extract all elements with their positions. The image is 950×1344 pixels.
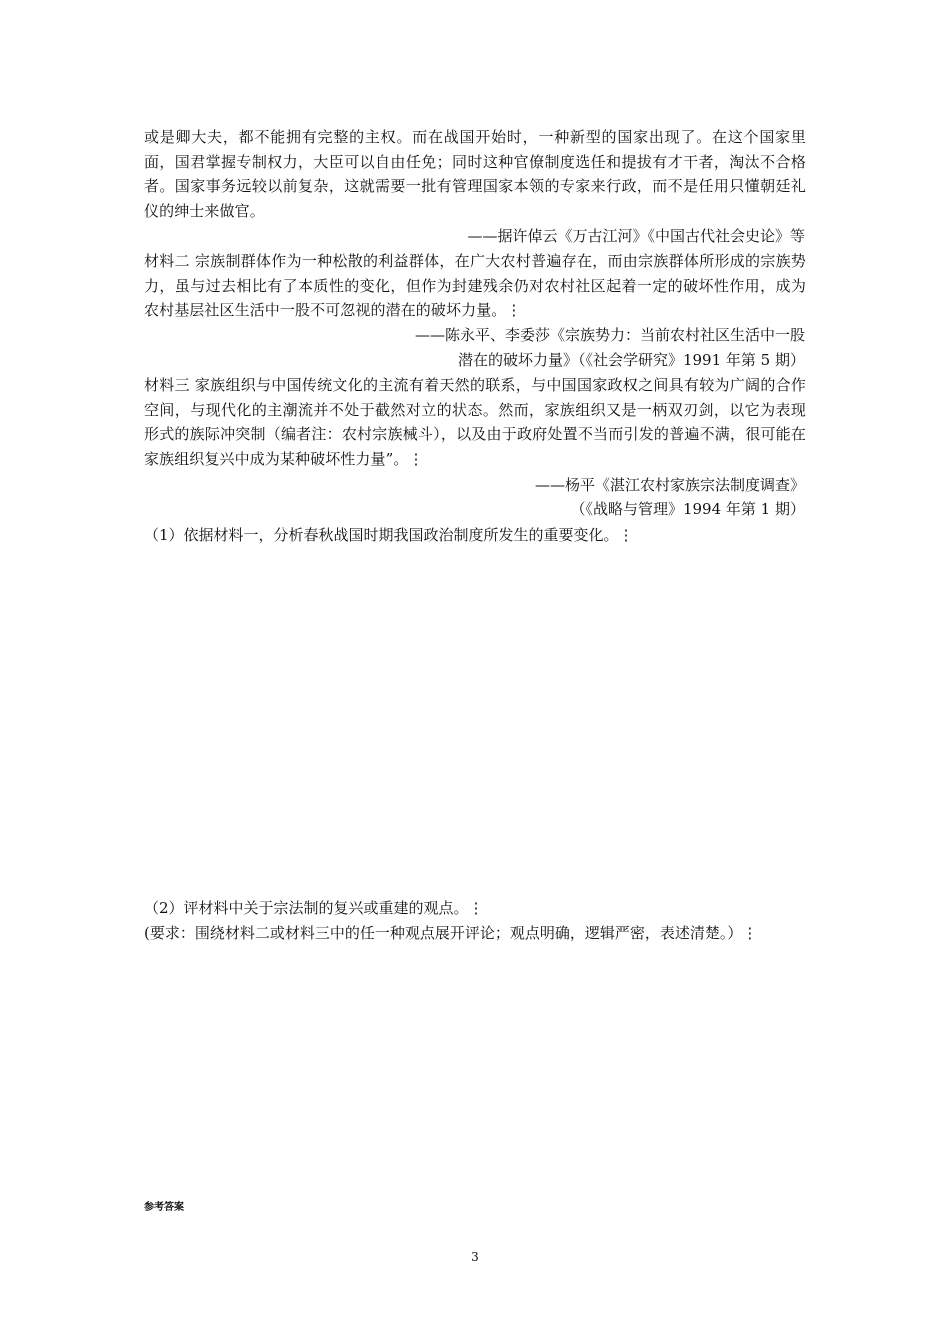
material-two-paragraph: 材料二 宗族制群体作为一种松散的利益群体，在广大农村普遍存在，而由宗族群体所形成的宗族势力，虽与过去相比有了本质性的变化，但作为封建残余仍对农村社区起着一定的破坏性作用，成为农村基层社区生活中一股不可忽视的潜在的破坏力量。⋮ bbox=[144, 252, 806, 319]
page-number: 3 bbox=[471, 1250, 479, 1264]
material-one-continuation: 或是卿大夫，都不能拥有完整的主权。而在战国开始时，一种新型的国家出现了。在这个国家里面，国君掌握专制权力，大臣可以自由任免；同时这种官僚制度选任和提拔有才干者，淘汰不合格者。国家事务远较以前复杂，这就需要一批有管理国家本领的专家来行政，而不是任用只懂朝廷礼仪的绅士来做官。 bbox=[144, 128, 806, 220]
material-one-source: ——据许倬云《万古江河》《中国古代社会史论》等 bbox=[467, 227, 805, 245]
answer-heading: 参考答案 bbox=[144, 1202, 184, 1213]
question-two-requirement: (要求：围绕材料二或材料三中的任一种观点展开评论；观点明确，逻辑严密，表述清楚。）⋮ bbox=[144, 924, 758, 942]
material-two-source-line-1: ——陈永平、李委莎《宗族势力：当前农村社区生活中一股 bbox=[414, 326, 805, 344]
question-two: （2）评材料中关于宗法制的复兴或重建的观点。⋮ bbox=[144, 899, 484, 917]
material-three-paragraph: 材料三 家族组织与中国传统文化的主流有着天然的联系，与中国国家政权之间具有较为广阔的合作空间，与现代化的主潮流并不处于截然对立的状态。然而，家族组织又是一柄双刃剑，以它为表现形式的族际冲突制（编者注：农村宗族械斗），以及由于政府处置不当而引发的普遍不满，很可能在家族组织复兴中成为某种破坏性力量”。⋮ bbox=[144, 376, 806, 468]
material-three-source-line-2: （《战略与管理》1994 年第 1 期） bbox=[570, 500, 805, 518]
question-one: （1）依据材料一，分析春秋战国时期我国政治制度所发生的重要变化。⋮ bbox=[144, 526, 634, 544]
material-three-source-line-1: ——杨平《湛江农村家族宗法制度调查》 bbox=[534, 476, 805, 494]
material-two-source-line-2: 潜在的破坏力量》（《社会学研究》1991 年第 5 期） bbox=[457, 351, 805, 369]
